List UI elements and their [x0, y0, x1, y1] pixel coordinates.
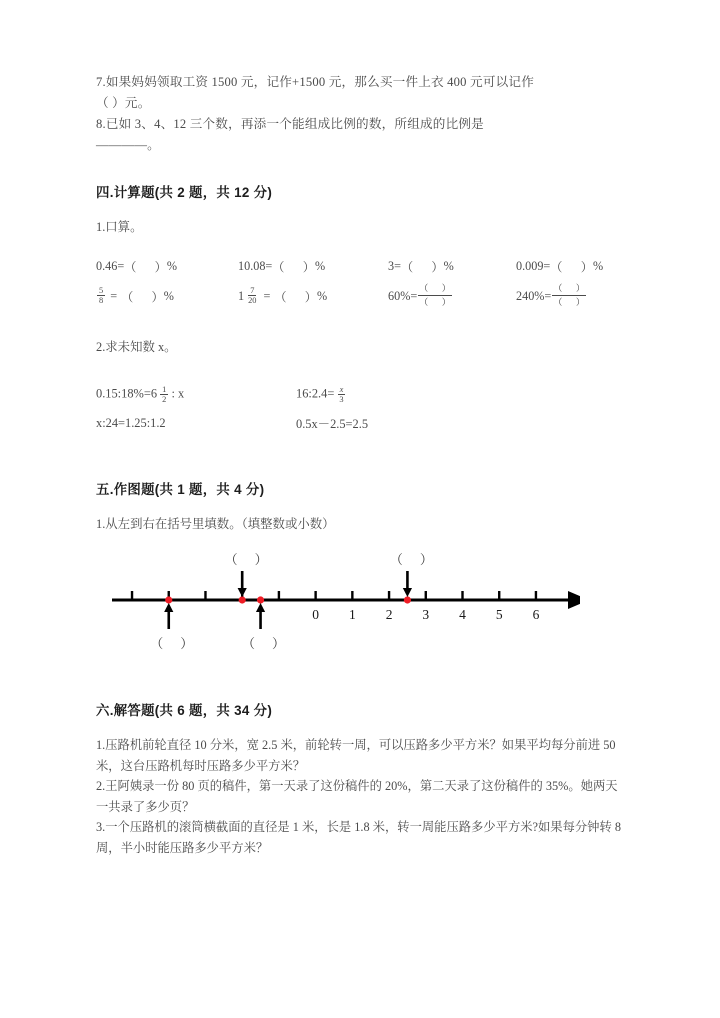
answer-blank[interactable]: （ ） [400, 259, 444, 274]
fraction-1-over-2 [160, 385, 168, 404]
equation-0.15-18percent [96, 385, 296, 404]
equation-16-2.4 [296, 385, 346, 404]
equation-0.5x-minus-2.5: 0.5x－2.5=2.5 [296, 417, 369, 431]
number-line-diagram [110, 548, 580, 658]
section-six-title: 六.解答题(共 6 题，共 34 分) [96, 703, 273, 718]
answer-bracket-close: ） [419, 552, 433, 567]
percent-sign: % [166, 258, 178, 273]
fraction-5-over-8 [97, 286, 105, 305]
equals-sign: = [263, 288, 271, 303]
percent-sign: % [317, 288, 328, 303]
oral-expr-left: 3= [388, 258, 401, 273]
section-six-question-1: 1.压路机前轮直径 10 分米，宽 2.5 米，前轮转一周，可以压路多少平方米？如果平均每分前进 50 米，这台压路机每时压路多少平方米？ [96, 738, 616, 773]
fraction-denominator-blank[interactable]: （ ） [419, 296, 451, 307]
oral-item-240-percent [516, 284, 626, 309]
arrow-down-head-icon [238, 588, 247, 597]
section-five-title: 五.作图题(共 1 题，共 4 分) [96, 482, 265, 497]
answer-bracket-close: ） [272, 636, 286, 651]
percent-sign: % [314, 258, 326, 273]
section-four-question-2-label: 2.求未知数 x。 [96, 340, 177, 354]
question-8-line-1: 8.已如 3、4、12 三个数，再添一个能组成比例的数，所组成的比例是 [96, 117, 484, 131]
fraction-denominator: 8 [99, 296, 104, 305]
equation-left-part: 0.15:18%=6 [96, 386, 158, 401]
fraction-numerator: x [339, 384, 344, 394]
arrow-down-head-icon [403, 588, 412, 597]
fraction-denominator-blank[interactable]: （ ） [553, 296, 585, 307]
equation-right-part: 16:2.4= [296, 386, 335, 401]
axis-label: 1 [348, 607, 356, 622]
axis-label: 0 [312, 607, 319, 622]
fraction-denominator: 3 [339, 395, 344, 404]
oral-expr-left: 0.009= [516, 258, 551, 273]
worksheet-content [96, 72, 626, 858]
fraction-blank-over-blank [552, 283, 586, 308]
equation-row-2 [96, 409, 626, 437]
oral-expr-left: 0.46= [96, 258, 125, 273]
arrow-up-head-icon [256, 603, 265, 612]
oral-expr-left: 10.08= [238, 258, 273, 273]
axis-label: 3 [422, 607, 430, 622]
fraction-denominator: 2 [162, 395, 167, 404]
oral-expr-left: 240%= [516, 288, 552, 303]
answer-blank[interactable]: （ ） [121, 289, 164, 304]
oral-calc-row-1 [96, 251, 626, 281]
answer-bracket-open: （ [242, 636, 256, 651]
fraction-7-over-20 [246, 286, 258, 305]
equation-x-24: x:24=1.25:1.2 [96, 415, 166, 430]
equals-sign: = [110, 288, 118, 303]
section-four-title: 四.计算题(共 2 题，共 12 分) [96, 185, 273, 200]
fill-blank-tail-block [96, 72, 626, 156]
section-four-question-1-label: 1.口算。 [96, 220, 143, 234]
answer-blank[interactable]: （ ） [124, 259, 167, 274]
oral-item-five-eighths [96, 286, 238, 305]
fraction-numerator: 1 [162, 384, 167, 394]
axis-label: 4 [459, 607, 466, 622]
fraction-numerator-blank[interactable]: （ ） [552, 283, 586, 296]
section-six-question-3: 3.一个压路机的滚筒横截面的直径是 1 米，长是 1.8 米，转一周能压路多少平方米?如果每分钟转 8 周，半小时能压路多少平方米？ [96, 820, 622, 855]
answer-blank[interactable]: （ ） [274, 289, 317, 304]
mixed-number-integer: 1 [238, 288, 245, 303]
oral-item-3 [388, 258, 516, 275]
equation-row-1 [96, 381, 626, 409]
oral-calc-row-2 [96, 281, 626, 311]
number-line-figure [110, 548, 580, 658]
oral-item-10.08 [238, 258, 388, 275]
percent-sign: % [443, 258, 454, 273]
percent-sign: % [163, 288, 174, 303]
marked-point [257, 596, 264, 603]
fraction-numerator: 5 [99, 285, 104, 295]
section-six-question-2: 2.王阿姨录一份 80 页的稿件，第一天录了这份稿件的 20%，第二天录了这份稿件的 35%。她两天一共录了多少页？ [96, 779, 618, 814]
fraction-numerator-blank[interactable]: （ ） [418, 283, 452, 296]
marked-point [165, 596, 172, 603]
answer-bracket-open: （ [150, 636, 164, 651]
axis-label: 5 [495, 607, 503, 622]
question-7-line-1: 7.如果妈妈领取工资 1500 元，记作+1500 元，那么买一件上衣 400 元可以记作 [96, 75, 534, 89]
marked-point [239, 596, 246, 603]
answer-bracket-close: ） [254, 552, 268, 567]
answer-bracket-open: （ [389, 552, 403, 567]
oral-item-0.009 [516, 258, 626, 275]
question-7-line-2: （ ）元。 [96, 96, 151, 110]
equation-left-tail: : x [171, 386, 185, 401]
fraction-blank-over-blank [418, 283, 452, 308]
fraction-numerator: 7 [250, 285, 255, 295]
oral-item-0.46 [96, 258, 238, 275]
answer-bracket-close: ） [180, 636, 194, 651]
answer-blank[interactable]: （ ） [550, 259, 593, 274]
axis-label: 2 [385, 607, 393, 622]
question-8-line-2: ————。 [96, 138, 160, 152]
arrow-up-head-icon [164, 603, 173, 612]
marked-point [404, 596, 411, 603]
percent-sign: % [592, 258, 604, 273]
oral-item-60-percent [388, 284, 516, 309]
answer-blank[interactable]: （ ） [272, 259, 315, 274]
oral-expr-left: 60%= [388, 288, 418, 303]
answer-bracket-open: （ [224, 552, 238, 567]
axis-label: 6 [532, 607, 540, 622]
oral-item-one-and-seven-twentieths [238, 286, 388, 305]
fraction-denominator: 20 [248, 296, 257, 305]
fraction-x-over-3 [337, 385, 345, 404]
section-five-question-1-label: 1.从左到右在括号里填数。（填整数或小数） [96, 517, 335, 531]
